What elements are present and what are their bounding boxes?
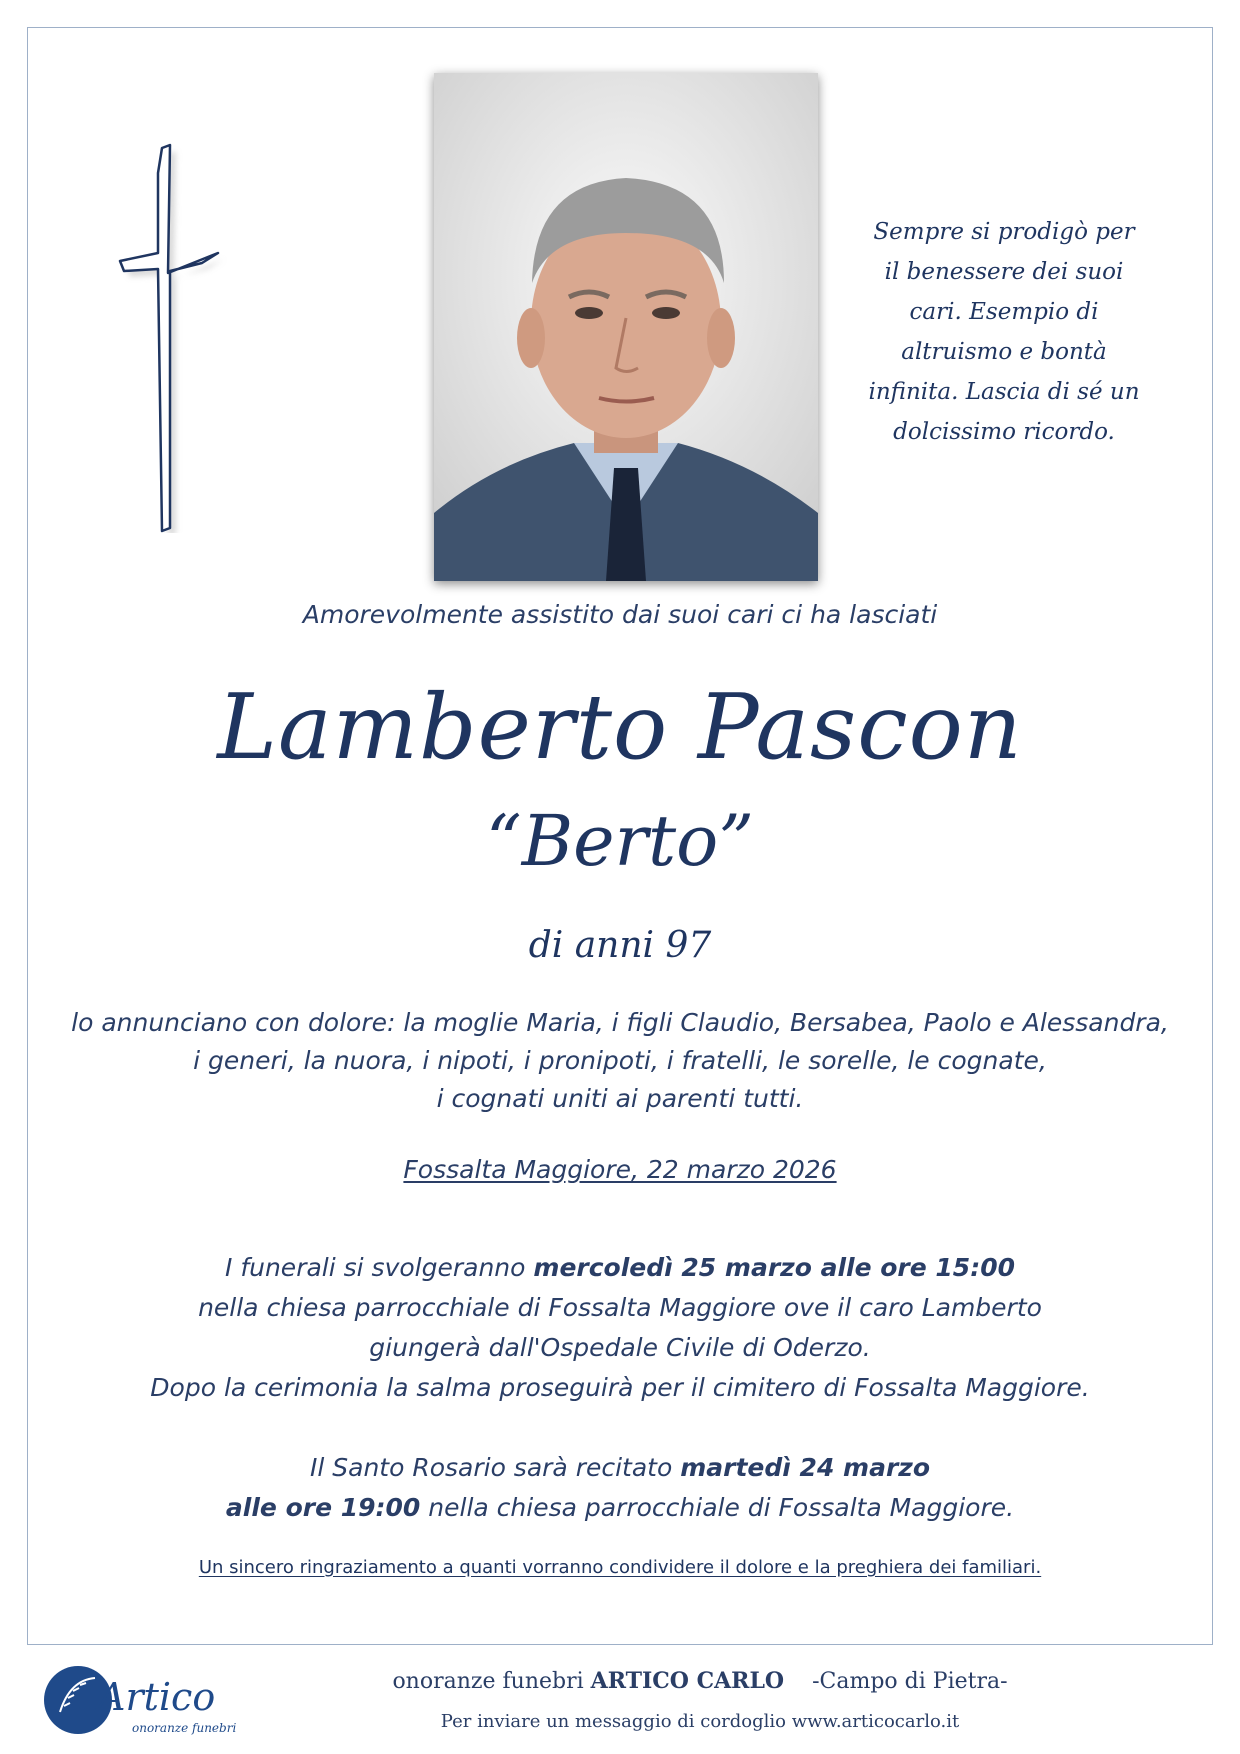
rosary-intro: Il Santo Rosario sarà recitato xyxy=(309,1453,681,1482)
artico-logo xyxy=(40,1660,250,1740)
funeral-line-4: Dopo la cerimonia la salma proseguirà per il cimitero di Fossalta Maggiore. xyxy=(150,1373,1090,1402)
place-date xyxy=(40,1155,1200,1184)
funeral-line-1 xyxy=(40,1248,1200,1288)
rosary-time: alle ore 19:00 xyxy=(225,1493,421,1522)
portrait-photo xyxy=(434,73,818,581)
quote-line: il benessere dei suoi xyxy=(884,259,1124,285)
quote-line: cari. Esempio di xyxy=(909,299,1099,325)
deceased-name: Lamberto Pascon xyxy=(217,675,1023,780)
intro-text: Amorevolmente assistito dai suoi cari ci ha lasciati xyxy=(302,600,938,629)
announcement-line: i cognati uniti ai parenti tutti. xyxy=(436,1084,804,1113)
footer-location: -Campo di Pietra- xyxy=(812,1669,1008,1694)
deceased-nickname: “Berto” xyxy=(485,800,755,882)
thanks-text xyxy=(40,1557,1200,1578)
quote-line: infinita. Lascia di sé un xyxy=(868,379,1140,405)
cross-icon xyxy=(118,143,228,533)
announcement-line: lo annunciano con dolore: la moglie Maria, i figli Claudio, Bersabea, Paolo e Alessandra, xyxy=(71,1008,1169,1037)
place-date-text: Fossalta Maggiore, 22 marzo 2026 xyxy=(403,1155,837,1184)
announcement xyxy=(40,1004,1200,1118)
rosary-line-2 xyxy=(40,1488,1200,1528)
logo-subtext: onoranze funebri xyxy=(132,1721,237,1735)
logo-text: Artico xyxy=(98,1675,216,1719)
footer-prefix: onoranze funebri xyxy=(392,1669,591,1694)
quote-line: Sempre si prodigò per xyxy=(873,219,1135,245)
memorial-quote xyxy=(848,212,1160,452)
quote-line: altruismo e bontà xyxy=(901,339,1107,365)
funeral-info xyxy=(40,1248,1200,1408)
announcement-line: i generi, la nuora, i nipoti, i pronipoti, i fratelli, le sorelle, le cognate, xyxy=(193,1046,1047,1075)
footer-company xyxy=(250,1668,1150,1694)
deceased-age: di anni 97 xyxy=(528,925,712,966)
funeral-line-3: giungerà dall'Ospedale Civile di Oderzo. xyxy=(369,1333,871,1362)
quote-line: dolcissimo ricordo. xyxy=(893,419,1115,445)
footer-contact: Per inviare un messaggio di cordoglio www.articocarlo.it xyxy=(440,1711,960,1732)
funeral-datetime: mercoledì 25 marzo alle ore 15:00 xyxy=(533,1253,1015,1282)
rosary-line-1 xyxy=(40,1448,1200,1488)
funeral-intro: I funerali si svolgeranno xyxy=(225,1253,534,1282)
rosary-info xyxy=(40,1448,1200,1528)
thanks-line: Un sincero ringraziamento a quanti vorranno condividere il dolore e la preghiera dei familiari. xyxy=(198,1557,1042,1578)
funeral-line-2: nella chiesa parrocchiale di Fossalta Maggiore ove il caro Lamberto xyxy=(198,1293,1042,1322)
footer-company-name: ARTICO CARLO xyxy=(590,1668,785,1694)
rosary-location: nella chiesa parrocchiale di Fossalta Maggiore. xyxy=(420,1493,1015,1522)
rosary-date: martedì 24 marzo xyxy=(680,1453,931,1482)
